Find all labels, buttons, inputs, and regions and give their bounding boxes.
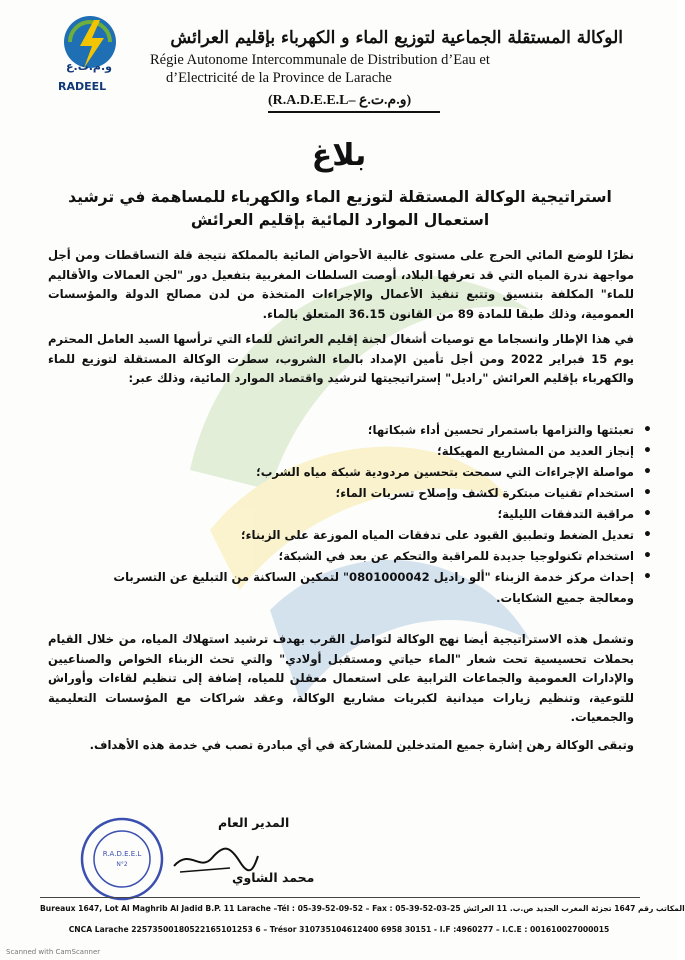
footer-divider (40, 897, 640, 898)
logo-arabic-text: و.م.ت.ع (66, 60, 113, 73)
scanner-note: Scanned with CamScanner (6, 948, 101, 956)
header-underline (268, 111, 440, 113)
list-item: • تعبئتها والتزامها باستمرار تحسين أداء شبكاتها؛ (70, 420, 634, 441)
signature-title: المدير العام (218, 815, 290, 830)
measures-list (70, 420, 652, 609)
official-stamp-icon (78, 814, 166, 904)
list-item: • استخدام تقنيات مبتكرة لكشف وإصلاح تسربات الماء؛ (70, 483, 634, 504)
svg-text:N°2: N°2 (116, 861, 128, 868)
list-item: • استخدام تكنولوجيا جديدة للمراقبة والتحكم عن بعد في الشبكة؛ (70, 546, 634, 567)
header-french-line2: d’Electricité de la Province de Larache (166, 70, 392, 86)
paragraph-4: وتبقى الوكالة رهن إشارة جميع المتدخلين للمشاركة في أي مبادرة تصب في خدمة هذه الأهداف. (89, 738, 634, 752)
list-item: • مواصلة الإجراءات التي سمحت بتحسين مردودية شبكة مياه الشرب؛ (70, 462, 634, 483)
signatory-name: محمد الشاوي (232, 870, 315, 885)
list-item: • إحداث مركز خدمة الزبناء "ألو راديل 0801000042" لتمكين الساكنة من التبليغ عن التسربات ومعالجة جميع الشكايات. (70, 567, 634, 609)
list-item: • إنجاز العديد من المشاريع المهيكلة؛ (70, 441, 634, 462)
list-item: • مراقبة التدفقات الليلية؛ (70, 504, 634, 525)
header-french-line1: Régie Autonome Intercommunale de Distribution d’Eau et (150, 52, 490, 68)
header-arabic-name: الوكالة المستقلة الجماعية لتوزيع الماء و الكهرباء بإقليم العرائش (170, 28, 623, 48)
footer-address: Bureaux 1647, Lot Al Maghrib Al Jadid B.P. 11 Larache –Tél : 05-39-52-09-52 – Fax : 05-39-52-03-25 المكاتب رقم 1647 تجزئة المغرب الجديد ص.ب. 11 العرائش (40, 904, 685, 913)
paragraph-1: نظرًا للوضع المائي الحرج على مستوى غالبية الأحواض المائية بالمملكة نتيجة قلة التساقطات ومن أجل مواجهة ندرة المياه التي قد تعرفها البلاد، أوصت السلطات المغربية بتفعيل دور "لجن العمالات والأقاليم للماء" المكلفة بتنسيق وتتبع تنفيذ الأعمال والإجراءات المتخذة من لدن مصالح الدولة والمؤسسات العمومية، وذلك طبقا للمادة 89 من القانون 36.15 المتعلق بالماء. (48, 248, 634, 321)
header-code: (R.A.D.E.E.L– و.م.ت.ع) (268, 93, 412, 108)
logo-text: RADEEL (58, 80, 107, 93)
list-item: • تعديل الضغط وتطبيق القيود على تدفقات المياه الموزعة على الزبناء؛ (70, 525, 634, 546)
footer-bank-info: CNCA Larache 22573500180522165101253 6 – Trésor 310735104612400 6958 30151 - I.F :4960277 – I.C.E : 001610027000015 (68, 925, 610, 934)
paragraph-3: وتشمل هذه الاستراتيجية أيضا نهج الوكالة لتواصل القرب بهدف ترشيد استهلاك المياه، من خلال القيام بحملات تحسيسية تحت شعار "الماء حياتي ومستقبل أولادي" والتي تحث الزبناء الخواص والصناعيين والإدارات العمومية والجماعات الترابية على استعمال معقلن للمياه، إضافة إلى تنظيم لقاءات وأوراش للتوعية، وتنظيم زيارات ميدانية لكبريات مشاريع الوكالة، وعقد شراكات مع المؤسسات التعليمية والجمعيات. (48, 632, 634, 724)
svg-text:R.A.D.E.E.L: R.A.D.E.E.L (102, 850, 142, 858)
page-subtitle: استراتيجية الوكالة المستقلة لتوزيع الماء والكهرباء للمساهمة في ترشيد استعمال الموارد المائية بإقليم العرائش (68, 188, 612, 229)
paragraph-2: في هذا الإطار وانسجاما مع توصيات أشغال لجنة إقليم العرائش للماء التي ترأسها السيد العامل المحترم يوم 15 فبراير 2022 ومن أجل تأمين الإمداد بالماء الشروب، سطرت الوكالة المستقلة لتوزيع للماء والكهرباء بإقليم العرائش "راديل" إستراتيجيتها لترشيد واقتصاد الموارد المائية، وذلك عبر: (48, 332, 634, 385)
page-title: بلاغ (311, 138, 367, 173)
